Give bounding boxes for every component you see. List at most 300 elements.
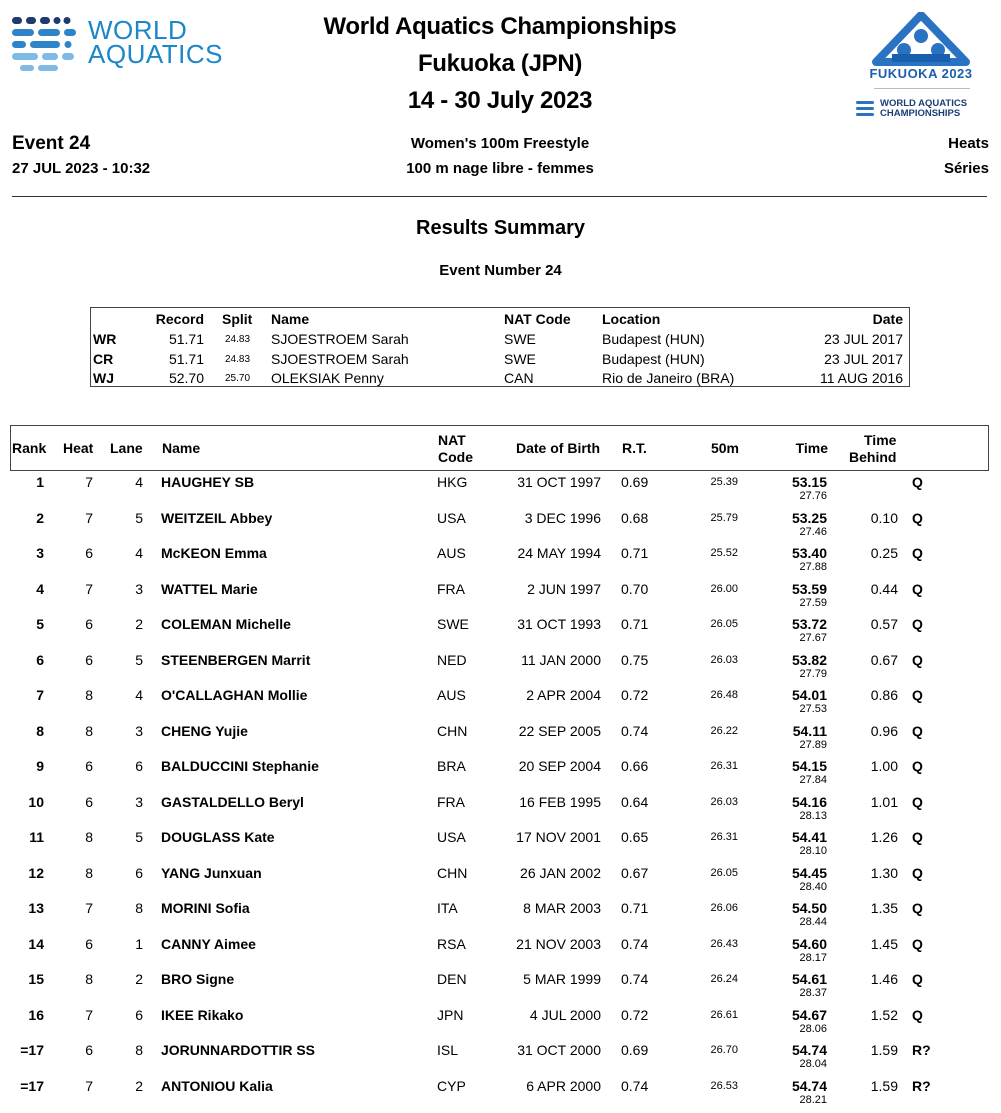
split-50m-cell: 26.24 <box>710 973 738 985</box>
table-row <box>0 1007 1001 1043</box>
qualification-cell: R? <box>912 1078 931 1094</box>
split-50m-cell: 26.06 <box>710 902 738 914</box>
header-behind-line2: Behind <box>849 449 896 465</box>
phase-french: Séries <box>944 160 989 177</box>
header-divider <box>12 196 987 197</box>
qualification-cell: Q <box>912 794 923 810</box>
heat-cell: 8 <box>85 723 93 739</box>
reaction-time-cell: 0.69 <box>621 474 648 490</box>
athlete-name: DOUGLASS Kate <box>161 829 275 845</box>
athlete-name: GASTALDELLO Beryl <box>161 794 304 810</box>
records-name: OLEKSIAK Penny <box>271 370 384 386</box>
phase-english: Heats <box>948 135 989 152</box>
time-behind-cell: 0.86 <box>871 687 898 703</box>
split-100m-cell: 27.46 <box>799 526 827 538</box>
records-row <box>91 329 909 349</box>
nat-code-cell: JPN <box>437 1007 463 1023</box>
nat-code-cell: FRA <box>437 581 465 597</box>
split-100m-cell: 28.04 <box>799 1058 827 1070</box>
athlete-name: ANTONIOU Kalia <box>161 1078 273 1094</box>
athlete-name: O'CALLAGHAN Mollie <box>161 687 307 703</box>
header-reaction-time: R.T. <box>622 440 647 456</box>
final-time-cell: 54.61 <box>792 971 827 987</box>
qualification-cell: Q <box>912 723 923 739</box>
records-split: 24.83 <box>225 334 250 345</box>
split-100m-cell: 27.88 <box>799 561 827 573</box>
rank-cell: 16 <box>28 1007 44 1023</box>
records-header-record: Record <box>156 311 204 327</box>
split-50m-cell: 26.31 <box>710 760 738 772</box>
records-date: 23 JUL 2017 <box>824 351 903 367</box>
nat-code-cell: FRA <box>437 794 465 810</box>
table-row <box>0 616 1001 652</box>
date-of-birth-cell: 8 MAR 2003 <box>523 900 601 916</box>
nat-code-cell: USA <box>437 510 466 526</box>
split-50m-cell: 26.53 <box>710 1080 738 1092</box>
heat-cell: 7 <box>85 900 93 916</box>
qualification-cell: Q <box>912 687 923 703</box>
nat-code-cell: AUS <box>437 545 466 561</box>
final-time-cell: 54.67 <box>792 1007 827 1023</box>
qualification-cell: Q <box>912 616 923 632</box>
lane-cell: 4 <box>135 687 143 703</box>
heat-cell: 8 <box>85 687 93 703</box>
heat-cell: 8 <box>85 971 93 987</box>
lane-cell: 4 <box>135 545 143 561</box>
qualification-cell: Q <box>912 758 923 774</box>
time-behind-cell: 1.26 <box>871 829 898 845</box>
records-location: Rio de Janeiro (BRA) <box>602 370 734 386</box>
results-header <box>10 425 989 471</box>
event-name-english: Women's 100m Freestyle <box>300 135 700 152</box>
split-50m-cell: 26.70 <box>710 1044 738 1056</box>
qualification-cell: Q <box>912 1007 923 1023</box>
lane-cell: 8 <box>135 900 143 916</box>
records-split: 24.83 <box>225 354 250 365</box>
time-behind-cell: 1.59 <box>871 1078 898 1094</box>
reaction-time-cell: 0.67 <box>621 865 648 881</box>
date-of-birth-cell: 6 APR 2000 <box>526 1078 601 1094</box>
time-behind-cell: 1.46 <box>871 971 898 987</box>
lane-cell: 3 <box>135 581 143 597</box>
title-line-3: 14 - 30 July 2023 <box>250 82 750 119</box>
time-behind-cell: 1.52 <box>871 1007 898 1023</box>
split-100m-cell: 27.89 <box>799 739 827 751</box>
qualification-cell: Q <box>912 581 923 597</box>
final-time-cell: 53.15 <box>792 474 827 490</box>
split-100m-cell: 27.53 <box>799 703 827 715</box>
rank-cell: 1 <box>36 474 44 490</box>
split-100m-cell: 27.79 <box>799 668 827 680</box>
time-behind-cell: 0.96 <box>871 723 898 739</box>
rank-cell: 8 <box>36 723 44 739</box>
time-behind-cell: 0.44 <box>871 581 898 597</box>
rank-cell: 15 <box>28 971 44 987</box>
nat-code-cell: CHN <box>437 723 467 739</box>
split-100m-cell: 27.76 <box>799 490 827 502</box>
nat-code-cell: NED <box>437 652 467 668</box>
fukuoka-2023-logo <box>852 12 990 124</box>
table-row <box>0 581 1001 617</box>
table-row <box>0 758 1001 794</box>
records-record-time: 51.71 <box>169 331 204 347</box>
reaction-time-cell: 0.72 <box>621 687 648 703</box>
athlete-name: CANNY Aimee <box>161 936 256 952</box>
heat-cell: 6 <box>85 758 93 774</box>
time-behind-cell: 1.00 <box>871 758 898 774</box>
table-row <box>0 723 1001 759</box>
heat-cell: 6 <box>85 1042 93 1058</box>
lane-cell: 2 <box>135 616 143 632</box>
time-behind-cell: 0.25 <box>871 545 898 561</box>
split-50m-cell: 26.00 <box>710 583 738 595</box>
final-time-cell: 54.74 <box>792 1078 827 1094</box>
final-time-cell: 54.60 <box>792 936 827 952</box>
lane-cell: 1 <box>135 936 143 952</box>
date-of-birth-cell: 21 NOV 2003 <box>516 936 601 952</box>
nat-code-cell: USA <box>437 829 466 845</box>
lane-cell: 4 <box>135 474 143 490</box>
table-row <box>0 687 1001 723</box>
split-50m-cell: 25.39 <box>710 476 738 488</box>
event-name-french: 100 m nage libre - femmes <box>300 160 700 177</box>
nat-code-cell: ITA <box>437 900 458 916</box>
split-50m-cell: 26.48 <box>710 689 738 701</box>
split-50m-cell: 26.43 <box>710 938 738 950</box>
heat-cell: 6 <box>85 936 93 952</box>
nat-code-cell: AUS <box>437 687 466 703</box>
split-100m-cell: 27.67 <box>799 632 827 644</box>
records-split: 25.70 <box>225 373 250 384</box>
final-time-cell: 53.72 <box>792 616 827 632</box>
reaction-time-cell: 0.74 <box>621 971 648 987</box>
table-row <box>0 971 1001 1007</box>
nat-code-cell: BRA <box>437 758 466 774</box>
rank-cell: 4 <box>36 581 44 597</box>
rank-cell: 7 <box>36 687 44 703</box>
split-100m-cell: 28.13 <box>799 810 827 822</box>
table-row <box>0 865 1001 901</box>
reaction-time-cell: 0.70 <box>621 581 648 597</box>
records-header-split: Split <box>222 311 252 327</box>
final-time-cell: 53.82 <box>792 652 827 668</box>
heat-cell: 8 <box>85 865 93 881</box>
heat-cell: 6 <box>85 652 93 668</box>
time-behind-cell: 1.59 <box>871 1042 898 1058</box>
qualification-cell: Q <box>912 900 923 916</box>
reaction-time-cell: 0.68 <box>621 510 648 526</box>
qualification-cell: Q <box>912 865 923 881</box>
nat-code-cell: CYP <box>437 1078 466 1094</box>
nat-code-cell: CHN <box>437 865 467 881</box>
qualification-cell: Q <box>912 936 923 952</box>
records-nat: SWE <box>504 331 536 347</box>
date-of-birth-cell: 4 JUL 2000 <box>530 1007 601 1023</box>
split-100m-cell: 27.59 <box>799 597 827 609</box>
header-lane: Lane <box>110 440 143 456</box>
lane-cell: 5 <box>135 652 143 668</box>
records-date: 23 JUL 2017 <box>824 331 903 347</box>
qualification-cell: Q <box>912 545 923 561</box>
lane-cell: 6 <box>135 1007 143 1023</box>
heat-cell: 6 <box>85 545 93 561</box>
lane-cell: 3 <box>135 794 143 810</box>
split-50m-cell: 25.79 <box>710 512 738 524</box>
date-of-birth-cell: 26 JAN 2002 <box>520 865 601 881</box>
title-line-2: Fukuoka (JPN) <box>250 45 750 82</box>
time-behind-cell: 1.01 <box>871 794 898 810</box>
rank-cell: 2 <box>36 510 44 526</box>
qualification-cell: Q <box>912 652 923 668</box>
records-row <box>91 368 909 388</box>
split-100m-cell: 28.06 <box>799 1023 827 1035</box>
qualification-cell: Q <box>912 971 923 987</box>
reaction-time-cell: 0.72 <box>621 1007 648 1023</box>
event-datetime: 27 JUL 2023 - 10:32 <box>12 160 150 177</box>
records-code: WJ <box>93 370 114 386</box>
split-50m-cell: 26.03 <box>710 654 738 666</box>
final-time-cell: 53.25 <box>792 510 827 526</box>
athlete-name: HAUGHEY SB <box>161 474 254 490</box>
records-header-name: Name <box>271 311 309 327</box>
time-behind-cell: 1.35 <box>871 900 898 916</box>
reaction-time-cell: 0.75 <box>621 652 648 668</box>
athlete-name: JORUNNARDOTTIR SS <box>161 1042 315 1058</box>
lane-cell: 8 <box>135 1042 143 1058</box>
logo-divider <box>874 88 970 89</box>
heat-cell: 8 <box>85 829 93 845</box>
header-name: Name <box>162 440 200 456</box>
nat-code-cell: ISL <box>437 1042 458 1058</box>
lane-cell: 6 <box>135 865 143 881</box>
records-header-location: Location <box>602 311 660 327</box>
header-time: Time <box>796 440 828 456</box>
records-header-date: Date <box>873 311 903 327</box>
qualification-cell: Q <box>912 829 923 845</box>
final-time-cell: 54.41 <box>792 829 827 845</box>
heat-cell: 7 <box>85 510 93 526</box>
rank-cell: 10 <box>28 794 44 810</box>
time-behind-cell: 0.67 <box>871 652 898 668</box>
header-behind-line1: Time <box>864 432 896 448</box>
header-nat-line2: Code <box>438 449 473 465</box>
athlete-name: YANG Junxuan <box>161 865 262 881</box>
split-100m-cell: 28.44 <box>799 916 827 928</box>
date-of-birth-cell: 3 DEC 1996 <box>525 510 601 526</box>
reaction-time-cell: 0.71 <box>621 545 648 561</box>
qualification-cell: Q <box>912 474 923 490</box>
split-50m-cell: 26.05 <box>710 618 738 630</box>
heat-cell: 7 <box>85 581 93 597</box>
final-time-cell: 53.40 <box>792 545 827 561</box>
table-row <box>0 794 1001 830</box>
nat-code-cell: RSA <box>437 936 466 952</box>
records-header-nat: NAT Code <box>504 311 571 327</box>
split-100m-cell: 28.37 <box>799 987 827 999</box>
rank-cell: 9 <box>36 758 44 774</box>
final-time-cell: 54.74 <box>792 1042 827 1058</box>
athlete-name: CHENG Yujie <box>161 723 248 739</box>
split-100m-cell: 28.10 <box>799 845 827 857</box>
date-of-birth-cell: 31 OCT 2000 <box>517 1042 601 1058</box>
header-date-of-birth: Date of Birth <box>516 440 600 456</box>
lane-cell: 3 <box>135 723 143 739</box>
heat-cell: 7 <box>85 474 93 490</box>
final-time-cell: 54.11 <box>793 723 827 739</box>
date-of-birth-cell: 16 FEB 1995 <box>519 794 601 810</box>
athlete-name: IKEE Rikako <box>161 1007 243 1023</box>
logo-line2: CHAMPIONSHIPS <box>880 109 967 119</box>
heat-cell: 7 <box>85 1078 93 1094</box>
records-name: SJOESTROEM Sarah <box>271 331 409 347</box>
nat-code-cell: HKG <box>437 474 467 490</box>
date-of-birth-cell: 31 OCT 1993 <box>517 616 601 632</box>
athlete-name: BALDUCCINI Stephanie <box>161 758 319 774</box>
heat-cell: 6 <box>85 616 93 632</box>
header-heat: Heat <box>63 440 93 456</box>
fukuoka-emblem-icon <box>852 12 990 67</box>
records-name: SJOESTROEM Sarah <box>271 351 409 367</box>
lane-cell: 6 <box>135 758 143 774</box>
logo-championships-text <box>880 99 967 119</box>
records-nat: CAN <box>504 370 534 386</box>
heat-cell: 7 <box>85 1007 93 1023</box>
final-time-cell: 54.50 <box>792 900 827 916</box>
results-summary-title: Results Summary <box>0 217 1001 240</box>
event-label: Event 24 <box>12 133 90 155</box>
rank-cell: 3 <box>36 545 44 561</box>
table-row <box>0 652 1001 688</box>
reaction-time-cell: 0.71 <box>621 616 648 632</box>
header-nat-line1: NAT <box>438 432 466 448</box>
world-aquatics-dots-icon <box>10 12 82 72</box>
wordmark-line2: AQUATICS <box>88 42 223 66</box>
header-rank: Rank <box>12 440 46 456</box>
athlete-name: COLEMAN Michelle <box>161 616 291 632</box>
table-row <box>0 936 1001 972</box>
split-50m-cell: 26.05 <box>710 867 738 879</box>
final-time-cell: 54.01 <box>792 687 827 703</box>
date-of-birth-cell: 20 SEP 2004 <box>519 758 601 774</box>
lane-cell: 5 <box>135 510 143 526</box>
records-record-time: 51.71 <box>169 351 204 367</box>
world-aquatics-logo <box>10 12 235 72</box>
rank-cell: 6 <box>36 652 44 668</box>
split-50m-cell: 26.03 <box>710 796 738 808</box>
final-time-cell: 54.15 <box>792 758 827 774</box>
records-date: 11 AUG 2016 <box>820 370 903 386</box>
date-of-birth-cell: 2 JUN 1997 <box>527 581 601 597</box>
heat-cell: 6 <box>85 794 93 810</box>
split-50m-cell: 25.52 <box>710 547 738 559</box>
reaction-time-cell: 0.66 <box>621 758 648 774</box>
header-50m: 50m <box>711 440 739 456</box>
rank-cell: 11 <box>29 829 44 845</box>
split-100m-cell: 27.84 <box>799 774 827 786</box>
split-100m-cell: 28.17 <box>799 952 827 964</box>
logo-line1: WORLD AQUATICS <box>880 99 967 109</box>
records-table <box>90 307 910 387</box>
date-of-birth-cell: 2 APR 2004 <box>526 687 601 703</box>
lane-cell: 2 <box>135 1078 143 1094</box>
world-aquatics-wordmark <box>88 18 223 66</box>
records-row <box>91 349 909 369</box>
reaction-time-cell: 0.69 <box>621 1042 648 1058</box>
rank-cell: 13 <box>28 900 44 916</box>
date-of-birth-cell: 22 SEP 2005 <box>519 723 601 739</box>
athlete-name: MORINI Sofia <box>161 900 250 916</box>
table-row <box>0 900 1001 936</box>
split-50m-cell: 26.31 <box>710 831 738 843</box>
records-nat: SWE <box>504 351 536 367</box>
wordmark-line1: WORLD <box>88 18 223 42</box>
split-50m-cell: 26.61 <box>710 1009 738 1021</box>
date-of-birth-cell: 11 JAN 2000 <box>521 652 601 668</box>
athlete-name: BRO Signe <box>161 971 234 987</box>
date-of-birth-cell: 24 MAY 1994 <box>517 545 601 561</box>
nat-code-cell: DEN <box>437 971 467 987</box>
rank-cell: =17 <box>20 1078 44 1094</box>
championship-title <box>250 8 750 119</box>
reaction-time-cell: 0.74 <box>621 936 648 952</box>
reaction-time-cell: 0.64 <box>621 794 648 810</box>
table-row <box>0 474 1001 510</box>
athlete-name: WATTEL Marie <box>161 581 258 597</box>
athlete-name: McKEON Emma <box>161 545 267 561</box>
final-time-cell: 53.59 <box>792 581 827 597</box>
nat-code-cell: SWE <box>437 616 469 632</box>
rank-cell: 5 <box>36 616 44 632</box>
reaction-time-cell: 0.74 <box>621 1078 648 1094</box>
table-row <box>0 1078 1001 1113</box>
time-behind-cell: 0.57 <box>871 616 898 632</box>
table-row <box>0 829 1001 865</box>
split-100m-cell: 28.40 <box>799 881 827 893</box>
rank-cell: 14 <box>28 936 44 952</box>
time-behind-cell: 1.30 <box>871 865 898 881</box>
table-row <box>0 510 1001 546</box>
table-row <box>0 545 1001 581</box>
records-code: CR <box>93 351 113 367</box>
table-row <box>0 1042 1001 1078</box>
rank-cell: 12 <box>28 865 44 881</box>
lane-cell: 2 <box>135 971 143 987</box>
final-time-cell: 54.16 <box>792 794 827 810</box>
records-record-time: 52.70 <box>169 370 204 386</box>
reaction-time-cell: 0.65 <box>621 829 648 845</box>
lane-cell: 5 <box>135 829 143 845</box>
qualification-cell: Q <box>912 510 923 526</box>
split-100m-cell: 28.21 <box>799 1094 827 1106</box>
records-code: WR <box>93 331 116 347</box>
final-time-cell: 54.45 <box>792 865 827 881</box>
athlete-name: STEENBERGEN Marrit <box>161 652 310 668</box>
records-header-row <box>91 309 909 329</box>
date-of-birth-cell: 17 NOV 2001 <box>516 829 601 845</box>
event-number: Event Number 24 <box>0 262 1001 279</box>
qualification-cell: R? <box>912 1042 931 1058</box>
reaction-time-cell: 0.74 <box>621 723 648 739</box>
records-location: Budapest (HUN) <box>602 351 705 367</box>
rank-cell: =17 <box>20 1042 44 1058</box>
athlete-name: WEITZEIL Abbey <box>161 510 272 526</box>
split-50m-cell: 26.22 <box>710 725 738 737</box>
time-behind-cell: 0.10 <box>871 510 898 526</box>
title-line-1: World Aquatics Championships <box>250 8 750 45</box>
time-behind-cell: 1.45 <box>871 936 898 952</box>
logo-city-text: FUKUOKA 2023 <box>852 66 990 81</box>
records-location: Budapest (HUN) <box>602 331 705 347</box>
